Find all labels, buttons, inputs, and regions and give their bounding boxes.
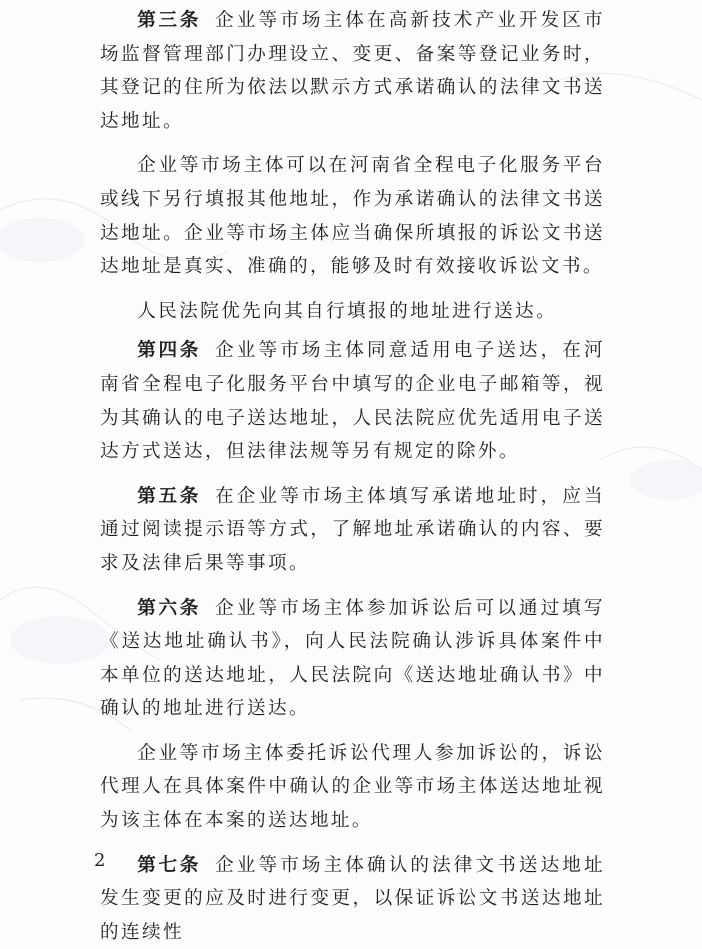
- article-5-heading: 第五条: [137, 485, 202, 507]
- article-5-text: 在企业等市场主体填写承诺地址时，应当通过阅读提示语等方式，了解地址承诺确认的内容、要求及法律后果等事项。: [100, 485, 605, 574]
- article-4-heading: 第四条: [137, 340, 202, 362]
- article-6-heading: 第六条: [137, 597, 202, 619]
- article-6-paragraph-2: [100, 737, 605, 838]
- article-6-text: 企业等市场主体参加诉讼后可以通过填写《送达地址确认书》，向人民法院确认涉诉具体案件中本单位的送达地址，人民法院向《送达地址确认书》中确认的地址进行送达。: [100, 597, 605, 720]
- page-number: 2: [94, 850, 106, 871]
- article-3-paragraph-2: [100, 149, 605, 283]
- article-7-paragraph: [100, 849, 605, 949]
- article-6-text-2: 企业等市场主体委托诉讼代理人参加诉讼的，诉讼代理人在具体案件中确认的企业等市场主体送达地址视为该主体在本案的送达地址。: [100, 742, 605, 832]
- article-3-paragraph: [100, 4, 605, 138]
- document-body: [100, 4, 605, 943]
- article-7-heading: 第七条: [137, 854, 202, 876]
- article-6-paragraph: [100, 592, 605, 726]
- article-5-paragraph: [100, 480, 605, 581]
- article-3-heading: 第三条: [137, 10, 202, 31]
- article-3-text: 企业等市场主体在高新技术产业开发区市场监督管理部门办理设立、变更、备案等登记业务时，其登记的住所为依法以默示方式承诺确认的法律文书送达地址。: [100, 10, 605, 132]
- article-7-text: 企业等市场主体确认的法律文书送达地址发生变更的应及时进行变更，以保证诉讼文书送达地址的连续性: [100, 854, 605, 943]
- article-4-text: 企业等市场主体同意适用电子送达，在河南省全程电子化服务平台中填写的企业电子邮箱等，视为其确认的电子送达地址，人民法院应优先适用电子送达方式送达，但法律法规等另有规定的除外。: [100, 340, 605, 463]
- article-3-text-3: 人民法院优先向其自行填报的地址进行送达。: [137, 300, 558, 322]
- article-3-text-2: 企业等市场主体可以在河南省全程电子化服务平台或线下另行填报其他地址，作为承诺确认的法律文书送达地址。企业等市场主体应当确保所填报的诉讼文书送达地址是真实、准确的，能够及时有效接收诉讼文书。: [100, 155, 605, 278]
- article-4-paragraph: [100, 334, 605, 468]
- article-3-paragraph-3: [100, 295, 605, 329]
